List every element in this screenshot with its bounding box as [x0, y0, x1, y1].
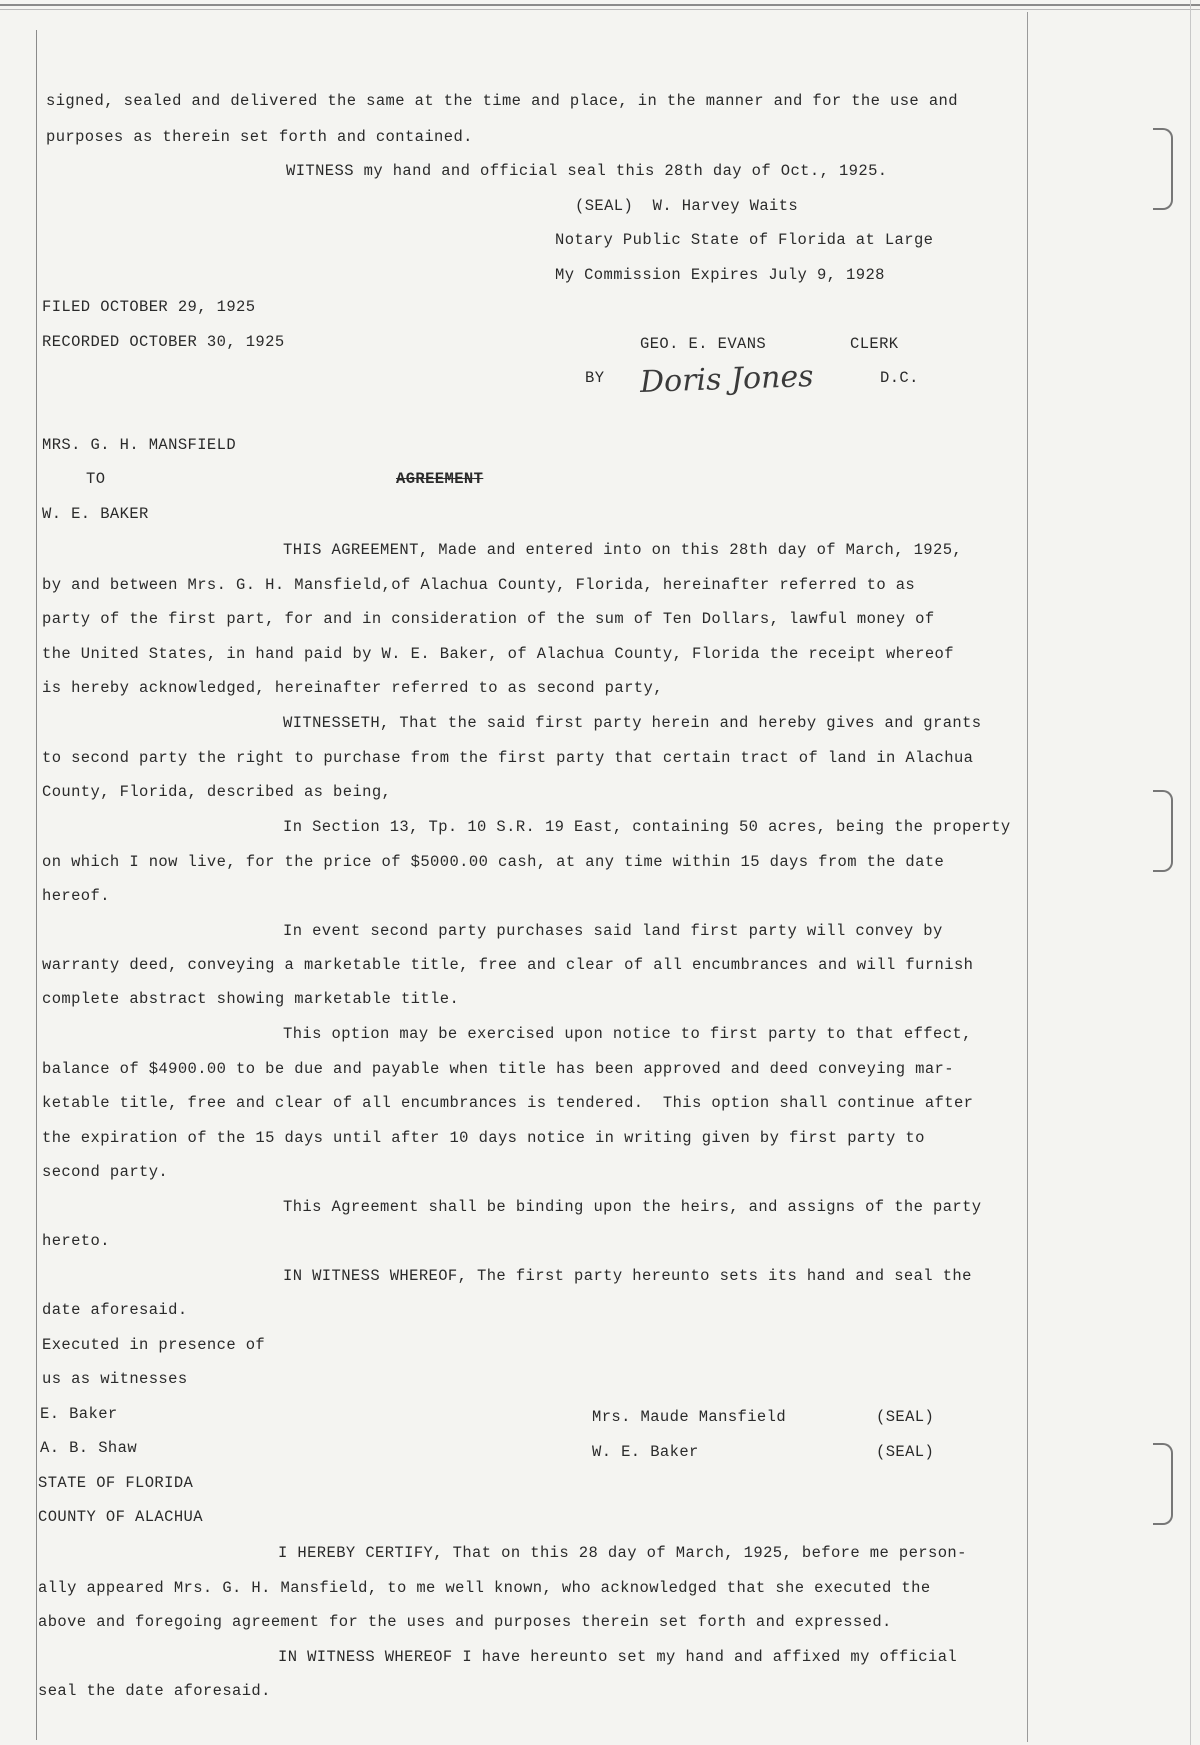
body-line: party of the first part, for and in consideration of the sum of Ten Dollars, lawful money of — [42, 610, 935, 628]
body-line: In Section 13, Tp. 10 S.R. 19 East, containing 50 acres, being the property — [283, 818, 1011, 836]
body-line: second party. — [42, 1163, 169, 1181]
notary-line-2: purposes as therein set forth and contained. — [46, 128, 473, 146]
venue-state: STATE OF FLORIDA — [38, 1474, 194, 1492]
binder-hole — [1153, 790, 1173, 872]
venue-county: COUNTY OF ALACHUA — [38, 1508, 203, 1526]
certificate-line: seal the date aforesaid. — [38, 1682, 271, 1700]
certificate-line: ally appeared Mrs. G. H. Mansfield, to me well known, who acknowledged that she executed the — [38, 1579, 931, 1597]
body-line: hereto. — [42, 1232, 110, 1250]
certificate-line: IN WITNESS WHEREOF I have hereunto set my hand and affixed my official — [278, 1648, 958, 1666]
certificate-line: I HEREBY CERTIFY, That on this 28 day of March, 1925, before me person- — [278, 1544, 967, 1562]
body-line: the expiration of the 15 days until after 10 days notice in writing given by first party to — [42, 1129, 925, 1147]
body-line: the United States, in hand paid by W. E. Baker, of Alachua County, Florida the receipt whereof — [42, 645, 954, 663]
signer-seal: (SEAL) — [876, 1443, 935, 1461]
body-line: ketable title, free and clear of all encumbrances is tendered. This option shall continue after — [42, 1094, 974, 1112]
notary-seal-name: (SEAL) W. Harvey Waits — [575, 197, 799, 215]
body-line: complete abstract showing marketable title. — [42, 990, 460, 1008]
body-line: IN WITNESS WHEREOF, The first party hereunto sets its hand and seal the — [283, 1267, 972, 1285]
filed-date: FILED OCTOBER 29, 1925 — [42, 298, 256, 316]
body-line: balance of $4900.00 to be due and payable when title has been approved and deed conveying mar- — [42, 1060, 954, 1078]
body-line: This option may be exercised upon notice to first party to that effect, — [283, 1025, 972, 1043]
body-line: on which I now live, for the price of $5000.00 cash, at any time within 15 days from the date — [42, 853, 945, 871]
grantor-name: MRS. G. H. MANSFIELD — [42, 436, 237, 454]
top-rule — [0, 4, 1200, 6]
body-line: Executed in presence of — [42, 1336, 266, 1354]
body-line: us as witnesses — [42, 1370, 188, 1388]
deputy-clerk-label: D.C. — [880, 369, 919, 387]
body-line: is hereby acknowledged, hereinafter referred to as second party, — [42, 679, 663, 697]
witness-name: E. Baker — [40, 1405, 118, 1423]
binder-hole — [1153, 128, 1173, 210]
body-line: In event second party purchases said land first party will convey by — [283, 922, 943, 940]
body-line: to second party the right to purchase from the first party that certain tract of land in Alachua — [42, 749, 974, 767]
witness-name: A. B. Shaw — [40, 1439, 138, 1457]
certificate-line: above and foregoing agreement for the uses and purposes therein set forth and expressed. — [38, 1613, 892, 1631]
body-line: date aforesaid. — [42, 1301, 188, 1319]
signer-name: Mrs. Maude Mansfield — [592, 1408, 787, 1426]
signer-seal: (SEAL) — [876, 1408, 935, 1426]
grantee-name: W. E. BAKER — [42, 505, 149, 523]
notary-commission: My Commission Expires July 9, 1928 — [555, 266, 885, 284]
body-line: warranty deed, conveying a marketable title, free and clear of all encumbrances and will furnish — [42, 956, 974, 974]
document-title: AGREEMENT — [396, 470, 484, 488]
to-label: TO — [86, 470, 106, 488]
clerk-title: CLERK — [850, 335, 899, 353]
top-rule-secondary — [0, 9, 1200, 10]
body-line: by and between Mrs. G. H. Mansfield,of Alachua County, Florida, hereinafter referred to as — [42, 576, 916, 594]
recorded-date: RECORDED OCTOBER 30, 1925 — [42, 333, 285, 351]
right-margin-line — [1027, 12, 1028, 1742]
page-edge-line — [1190, 0, 1191, 1745]
body-line: This Agreement shall be binding upon the heirs, and assigns of the party — [283, 1198, 982, 1216]
clerk-name: GEO. E. EVANS — [640, 335, 767, 353]
left-margin-line — [36, 30, 37, 1740]
notary-title: Notary Public State of Florida at Large — [555, 231, 934, 249]
body-line: hereof. — [42, 887, 110, 905]
by-label: BY — [585, 369, 605, 387]
notary-line-1: signed, sealed and delivered the same at the time and place, in the manner and for the use and — [46, 92, 958, 110]
body-line: WITNESSETH, That the said first party herein and hereby gives and grants — [283, 714, 982, 732]
clerk-signature: Doris Jones — [639, 358, 815, 401]
signer-name: W. E. Baker — [592, 1443, 699, 1461]
body-line: County, Florida, described as being, — [42, 783, 392, 801]
body-line: THIS AGREEMENT, Made and entered into on this 28th day of March, 1925, — [283, 541, 963, 559]
binder-hole — [1153, 1443, 1173, 1525]
notary-witness: WITNESS my hand and official seal this 28th day of Oct., 1925. — [286, 162, 888, 180]
